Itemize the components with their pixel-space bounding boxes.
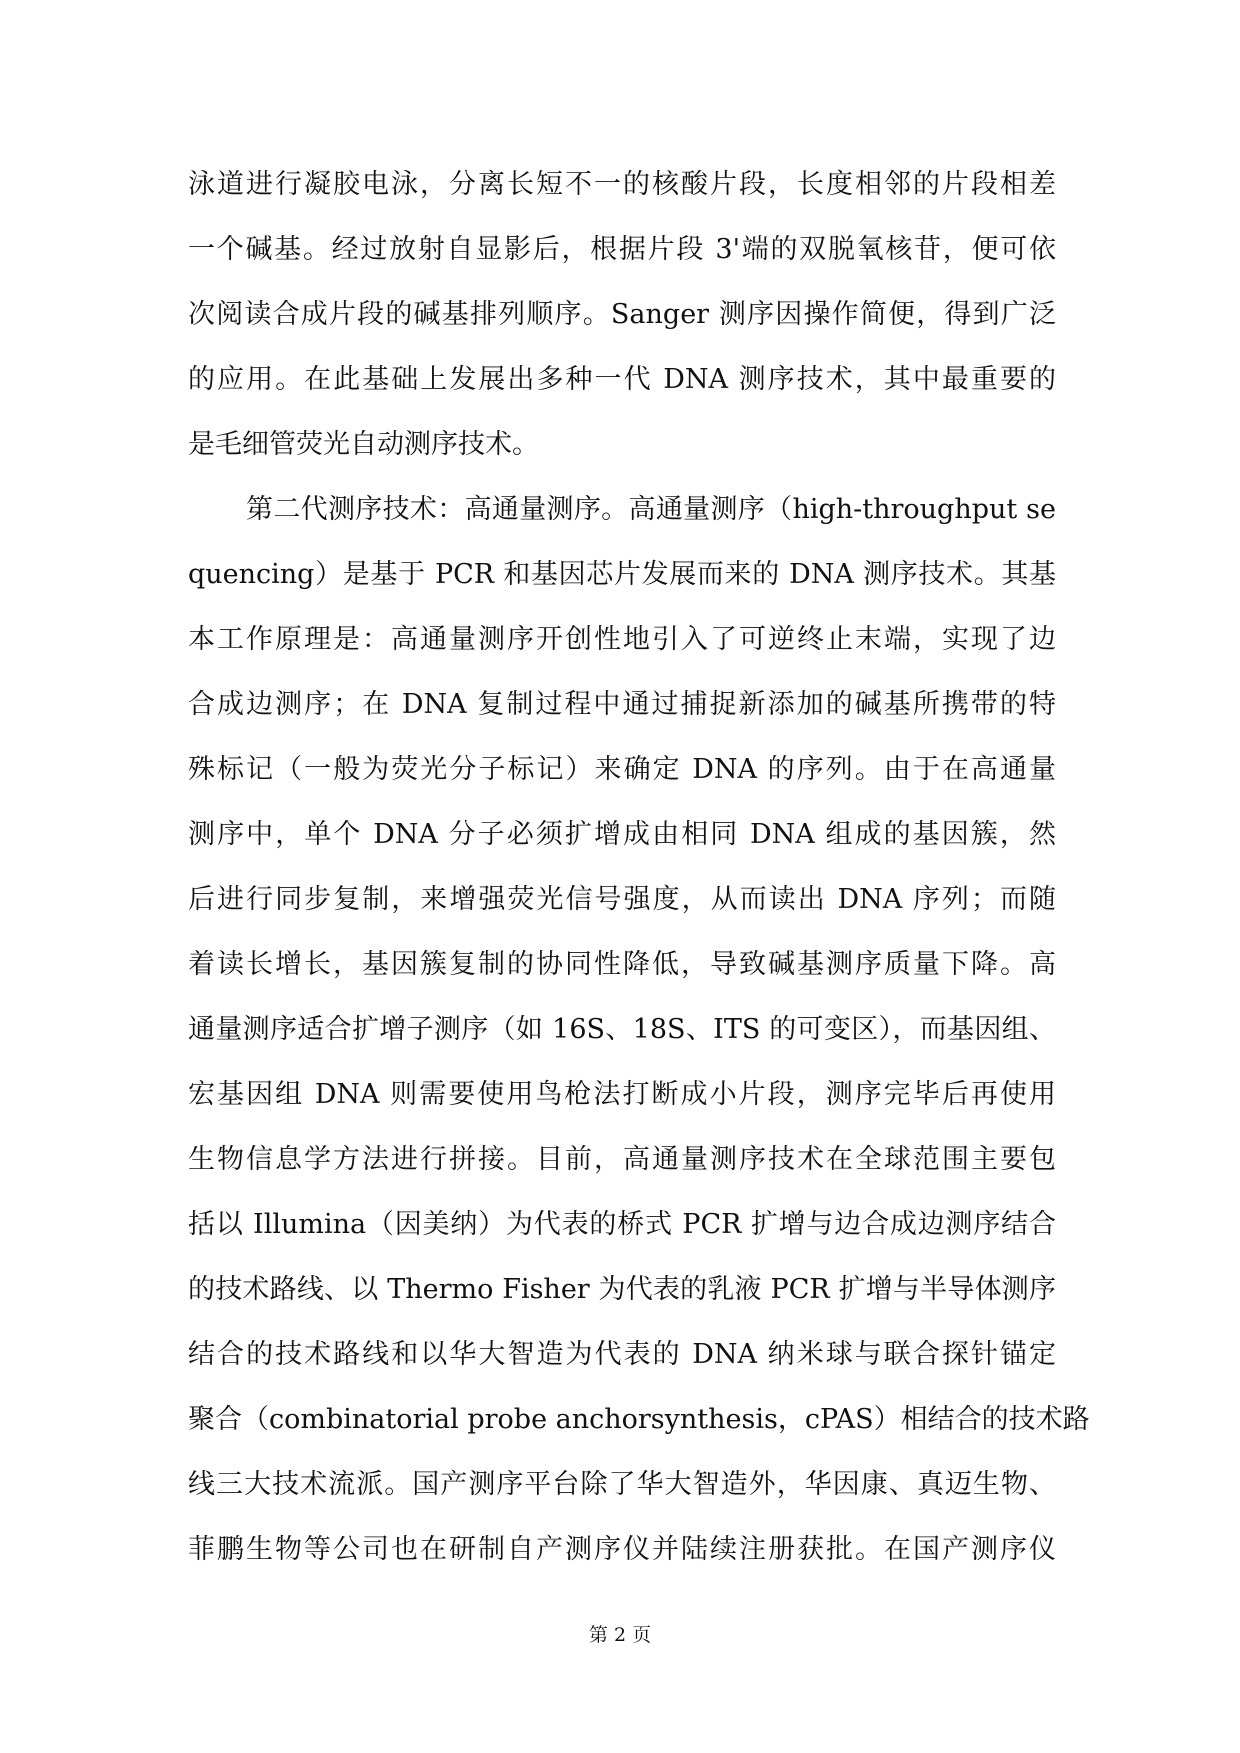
- text-line: 的技术路线、以 Thermo Fisher 为代表的乳液 PCR 扩增与半导体测序: [188, 1274, 1056, 1305]
- page-number: 第 2 页: [588, 1624, 652, 1646]
- text-line: 次阅读合成片段的碱基排列顺序。Sanger 测序因操作简便，得到广泛: [188, 299, 1056, 330]
- text-line: 是毛细管荧光自动测序技术。: [188, 429, 539, 460]
- text-line: 通量测序适合扩增子测序（如 16S、18S、ITS 的可变区），而基因组、: [188, 1014, 1056, 1045]
- text-line: quencing）是基于 PCR 和基因芯片发展而来的 DNA 测序技术。其基: [188, 559, 1056, 590]
- text-line: 线三大技术流派。国产测序平台除了华大智造外，华因康、真迈生物、: [188, 1469, 1056, 1500]
- body-text: [188, 152, 1090, 1582]
- text-line: 一个碱基。经过放射自显影后，根据片段 3'端的双脱氧核苷，便可依: [188, 234, 1056, 265]
- text-line: 聚合（combinatorial probe anchorsynthesis，cPAS）相结合的技术路: [188, 1404, 1090, 1435]
- text-line: 殊标记（一般为荧光分子标记）来确定 DNA 的序列。由于在高通量: [188, 754, 1056, 785]
- text-line: 本工作原理是：高通量测序开创性地引入了可逆终止末端，实现了边: [188, 624, 1056, 655]
- text-line: 着读长增长，基因簇复制的协同性降低，导致碱基测序质量下降。高: [188, 949, 1056, 980]
- text-line: 测序中，单个 DNA 分子必须扩增成由相同 DNA 组成的基因簇，然: [188, 819, 1056, 850]
- text-line: 泳道进行凝胶电泳，分离长短不一的核酸片段，长度相邻的片段相差: [188, 169, 1056, 200]
- paragraph-first-line: 第二代测序技术：高通量测序。高通量测序（high-throughput se: [246, 494, 1056, 525]
- text-line: 宏基因组 DNA 则需要使用鸟枪法打断成小片段，测序完毕后再使用: [188, 1079, 1056, 1110]
- text-line: 菲鹏生物等公司也在研制自产测序仪并陆续注册获批。在国产测序仪: [188, 1534, 1056, 1565]
- text-line: 括以 Illumina（因美纳）为代表的桥式 PCR 扩增与边合成边测序结合: [188, 1209, 1056, 1240]
- text-line: 结合的技术路线和以华大智造为代表的 DNA 纳米球与联合探针锚定: [188, 1339, 1056, 1370]
- text-line: 合成边测序；在 DNA 复制过程中通过捕捉新添加的碱基所携带的特: [188, 689, 1056, 720]
- text-line: 后进行同步复制，来增强荧光信号强度，从而读出 DNA 序列；而随: [188, 884, 1056, 915]
- text-line: 生物信息学方法进行拼接。目前，高通量测序技术在全球范围主要包: [188, 1144, 1056, 1175]
- text-line: 的应用。在此基础上发展出多种一代 DNA 测序技术，其中最重要的: [188, 364, 1056, 395]
